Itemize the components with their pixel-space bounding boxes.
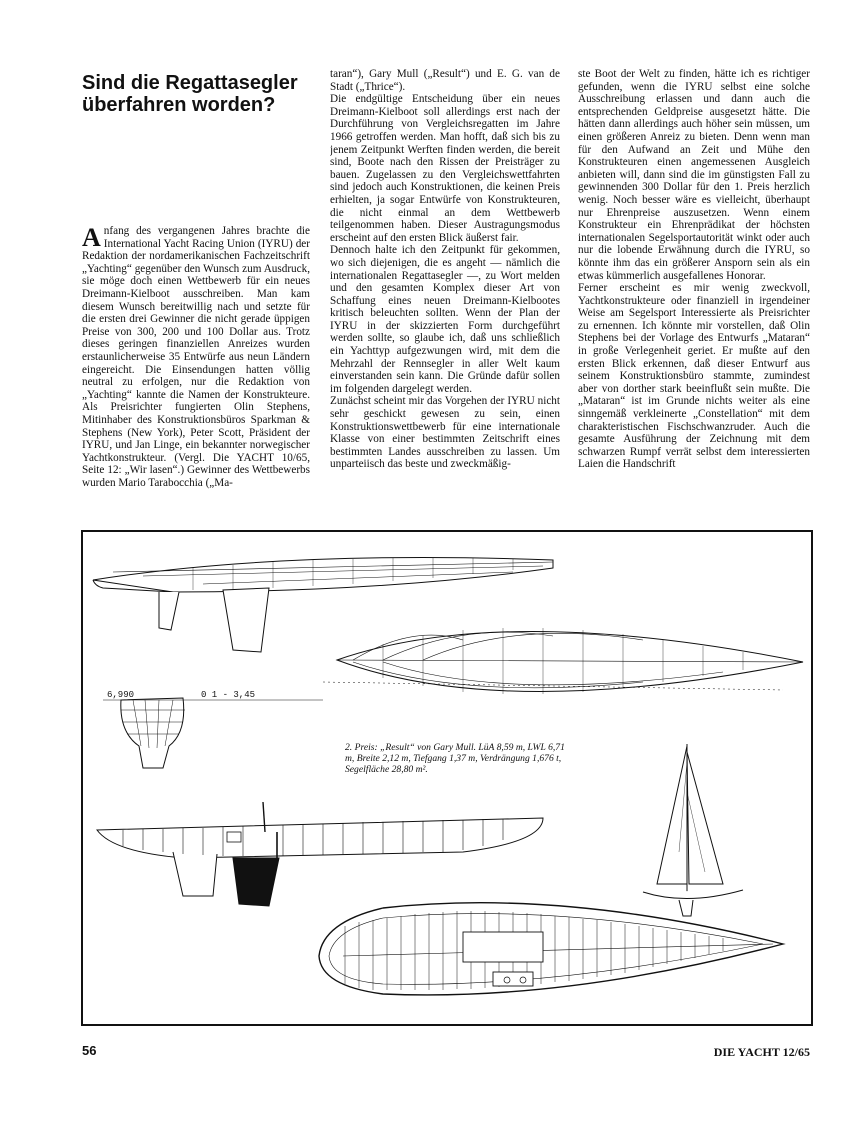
column-1-text: nfang des vergangenen Jahres brachte die International Yacht Racing Union (IYRU) der Redaktion der nordamerikanischen Fachzeitschrift „Yachting“ gegenüber den Wunsch zum Ausdruck, sie möge doch einen Wettbewerb für ein neues Dreimann-Kielboot ausschreiben. Man kam diesem Wunsch bereitwillig nach und setzte für die ersten drei Gewinner die nicht gerade üppigen Preise von 300, 200 und 100 Dollar aus. Trotz dieses geringen finanziellen Anreizes wurden erstaunlicherweise 35 Entwürfe aus neun Ländern eingereicht. Die Einsendungen hatten völlig neutral zu erfolgen, nur die Redaktion von „Yachting“ kannte die Namen der Konstrukteure. Als Preisrichter fungierten Olin Stephens, Mitinhaber des Konstruktionsbüros Sparkman & Stephens (New York), Peter Scott, Präsident der IYRU, und Jan Linge, ein bekannter norwegischer Yachtkonstrukteur. (Vergl. Die YACHT 10/65, Seite 12: „Wir lasen“.) Gewinner des Wettbewerbs wurden Mario Tarabocchia („Ma- — [82, 225, 310, 489]
hull-section-drawing — [103, 698, 323, 768]
magazine-issue: DIE YACHT 12/65 — [713, 1045, 810, 1059]
section-label-left: 6,990 — [107, 690, 135, 700]
article-column-2 — [330, 68, 560, 514]
paragraph: taran“), Gary Mull („Result“) und E. G. van de Stadt („Thrice“). — [330, 68, 560, 93]
paragraph: ste Boot der Welt zu finden, hätte ich es richtiger gefunden, wenn die IYRU selbst eine solche Ausschreibung erlassen und dann auch die entsprechenden Geldpreise ausgesetzt hätte. Die hätten dann allerdings auch höher sein müssen, um einen größeren Anreiz zu bieten. Denn wenn man für den Aufwand an Zeit und Mühe den Konstrukteuren einen angemessenen Ausgleich anbieten will, dann sind die im günstigsten Fall zu gewinnenden 300 Dollar für den 1. Preis herzlich wenig. Noch besser wäre es vielleicht, überhaupt nur Ehrenpreise auszusetzen. Wenn einem Konstrukteur ein Ehrenprädikat der höchsten internationalen Segelsportautorität winkt oder auch nur die lobende Erwähnung durch die IYRU, so könnte ihm das ein größerer Ansporn sein als ein etwas kümmerlich ausgefallenes Honorar. — [578, 68, 810, 282]
yacht-lines-drawing — [83, 532, 815, 1028]
page-number: 56 — [82, 1043, 97, 1058]
drop-cap: A — [82, 225, 101, 252]
section-label-right: 0 1 - 3,45 — [201, 690, 256, 700]
paragraph: Dennoch halte ich den Zeitpunkt für gekommen, wo sich diejenigen, die es angeht — nämlich die internationalen Regattasegler —, zu Wort melden und den gesamten Komplex dieser Art von Schaffung eines neuen Dreimann-Kielbootes kritisch beleuchten sollten. Wenn der Plan der IYRU in der skizzierten Form durchgeführt werden sollte, so glaube ich, daß uns schließlich ein Yachttyp aufgezwungen wird, mit dem die Mehrzahl der Rennsegler in aller Welt kaum einverstanden sein kann. Die Gründe dafür sollen im folgenden dargelegt werden. — [330, 244, 560, 395]
paragraph: Die endgültige Entscheidung über ein neues Dreimann-Kielboot soll allerdings erst nach der Durchführung von Vergleichsregatten im Jahre 1966 getroffen werden. Man hofft, daß sich bis zu jenem Zeitpunkt Werften finden werden, die bereit sind, Boote nach den Rissen der Preisträger zu bauen. Zugelassen zu den Vergleichswettfahrten sind jedoch auch Konstruktionen, die keinen Preis erhielten, ja sogar Entwürfe von Konstrukteuren, die nicht einmal an dem Wettbewerb teilgenommen haben. Dieser Austragungsmodus erscheint auf den ersten Blick äußerst fair. — [330, 93, 560, 244]
construction-profile-drawing — [97, 802, 543, 906]
paragraph: Zunächst scheint mir das Vorgehen der IYRU nicht sehr geschickt gewesen zu sein, einen Konstruktionswettbewerb für eine internationale Klasse von einer bestimmten Zeitschrift eines bestimmten Landes ausschreiben zu lassen. Um unparteiisch das beste und zweckmäßig- — [330, 395, 560, 471]
figure-caption: 2. Preis: „Result“ von Gary Mull. LüA 8,59 m, LWL 6,71 m, Breite 2,12 m, Tiefgang 1,37 m, Verdrängung 1,676 t, Segelfläche 28,80 m². — [345, 742, 565, 775]
yacht-drawing-figure — [81, 530, 813, 1026]
page-title: Sind die Regattasegler überfahren worden? — [82, 72, 298, 116]
article-column-3 — [578, 68, 810, 514]
waterlines-plan-drawing — [323, 628, 803, 694]
paragraph: Ferner erscheint es mir wenig zweckvoll, Yachtkonstrukteure oder finanziell in irgendeiner Weise am Segelsport Interessierte als Preisrichter zu ernennen. Ich könnte mir vorstellen, daß Olin Stephens bei der Vorlage des Entwurfs „Mataran“ in große Verlegenheit geriet. Er mußte auf den ersten Blick erkennen, daß dieser Entwurf aus seinem Konstruktionsbüro stammte, zumindest aber von dorther stark beeinflußt sein mußte. Die „Mataran“ ist im Grunde nichts weiter als eine sinngemäß verkleinerte „Constellation“ mit dem charakteristischen Fischschwanzruder. Auch die gesamte Ausführung der Zeichnung mit dem schwarzen Rumpf verrät selbst dem interessierten Laien die Handschrift — [578, 282, 810, 471]
deck-plan-drawing — [319, 903, 783, 995]
sail-plan-drawing — [643, 744, 743, 916]
article-column-1 — [82, 225, 310, 513]
